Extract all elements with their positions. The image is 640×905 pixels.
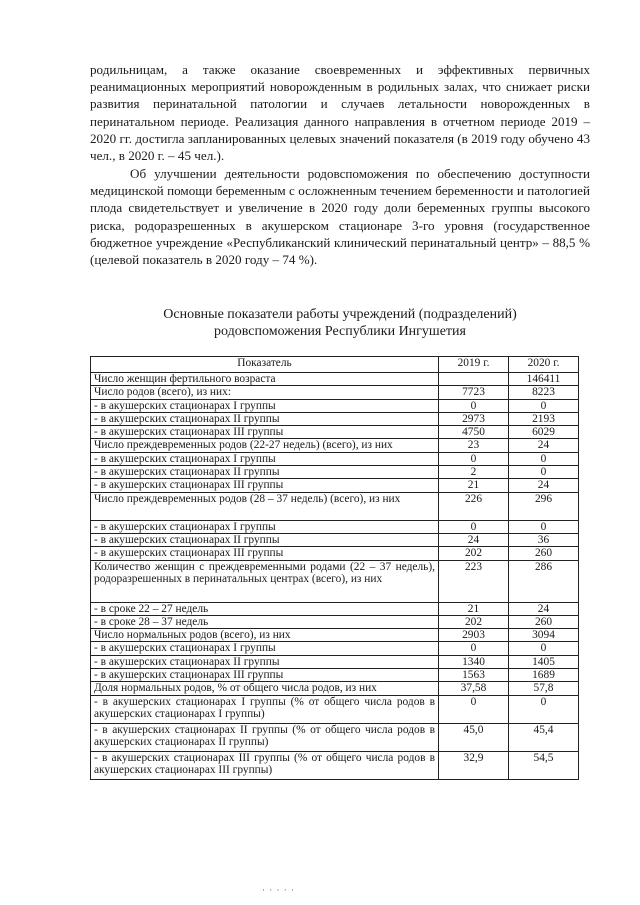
value-2020: 24	[509, 602, 579, 615]
table-row	[91, 751, 579, 779]
indicator-label: - в акушерских стационарах II группы	[91, 533, 439, 546]
value-2019: 21	[439, 602, 509, 615]
table-row	[91, 520, 579, 533]
indicator-label: - в акушерских стационарах I группы	[91, 399, 439, 412]
table-row	[91, 642, 579, 655]
value-2020: 0	[509, 642, 579, 655]
indicator-label: Число преждевременных родов (22-27 недель) (всего), из них	[91, 439, 439, 452]
table-row	[91, 412, 579, 425]
table-title-line-2: родовспоможения Республики Ингушетия	[214, 324, 466, 339]
scan-mark-decoration: · · · · ·	[262, 885, 295, 895]
indicator-label: - в акушерских стационарах III группы	[91, 669, 439, 682]
value-2019: 7723	[439, 386, 509, 399]
table-row	[91, 682, 579, 695]
value-2019: 2973	[439, 412, 509, 425]
header-year-2020: 2020 г.	[509, 357, 579, 373]
table-row	[91, 723, 579, 751]
table-body	[91, 373, 579, 780]
value-2020: 24	[509, 479, 579, 492]
value-2020: 260	[509, 547, 579, 560]
value-2020: 0	[509, 695, 579, 723]
indicator-label: - в акушерских стационарах III группы (% от общего числа родов в акушерских стационарах III группы)	[91, 751, 439, 779]
value-2019: 32,9	[439, 751, 509, 779]
value-2020: 45,4	[509, 723, 579, 751]
table-row	[91, 669, 579, 682]
indicator-label: Число женщин фертильного возраста	[91, 373, 439, 386]
table-row	[91, 386, 579, 399]
indicator-label: Доля нормальных родов, % от общего числа родов, из них	[91, 682, 439, 695]
indicator-label: - в акушерских стационарах II группы	[91, 655, 439, 668]
value-2019: 21	[439, 479, 509, 492]
value-2019: 202	[439, 547, 509, 560]
value-2019: 0	[439, 642, 509, 655]
table-title-line-1: Основные показатели работы учреждений (подразделений)	[163, 307, 517, 322]
value-2019	[439, 373, 509, 386]
value-2019: 0	[439, 520, 509, 533]
value-2019: 0	[439, 399, 509, 412]
indicator-label: - в акушерских стационарах II группы	[91, 466, 439, 479]
value-2020: 54,5	[509, 751, 579, 779]
table-header-row	[91, 357, 579, 373]
value-2020: 296	[509, 492, 579, 520]
value-2020: 3094	[509, 629, 579, 642]
header-year-2019: 2019 г.	[439, 357, 509, 373]
indicator-label: Количество женщин с преждевременными родами (22 – 37 недель), родоразрешенных в перинатальных центрах (всего), из них	[91, 560, 439, 602]
value-2020: 6029	[509, 426, 579, 439]
table-row	[91, 373, 579, 386]
table-row	[91, 426, 579, 439]
value-2020: 1689	[509, 669, 579, 682]
table-row	[91, 602, 579, 615]
indicator-label: - в акушерских стационарах I группы	[91, 452, 439, 465]
value-2019: 24	[439, 533, 509, 546]
table-row	[91, 547, 579, 560]
indicator-label: Число нормальных родов (всего), из них	[91, 629, 439, 642]
body-paragraph-2: Об улучшении деятельности родовспоможения по обеспечению доступности медицинской помощи беременным с осложненным течением беременности и патологией плода свидетельствует и увеличение в 2020 году доли беременных группы высокого риска, родоразрешенных в акушерском стационаре 3-го уровня (государственное бюджетное учреждение «Республиканский клинический перинатальный центр» – 88,5 % (целевой показатель в 2020 году – 74 %).	[90, 166, 590, 268]
table-row	[91, 695, 579, 723]
value-2019: 0	[439, 695, 509, 723]
table-row	[91, 533, 579, 546]
table-row	[91, 452, 579, 465]
value-2019: 37,58	[439, 682, 509, 695]
value-2020: 2193	[509, 412, 579, 425]
indicator-label: - в акушерских стационарах II группы (% от общего числа родов в акушерских стационарах II группы)	[91, 723, 439, 751]
value-2019: 2903	[439, 629, 509, 642]
indicator-label: - в акушерских стационарах III группы	[91, 426, 439, 439]
table-row	[91, 615, 579, 628]
value-2019: 202	[439, 615, 509, 628]
indicator-label: - в сроке 28 – 37 недель	[91, 615, 439, 628]
table-row	[91, 560, 579, 602]
body-paragraph-1: родильницам, а также оказание своевременных и эффективных первичных реанимационных мероприятий новорожденным в родильных залах, что снижает риски развития перинатальной патологии и случаев летальности новорожденных в перинатальном периоде. Реализация данного направления в отчетном периоде 2019 – 2020 гг. достигла запланированных целевых значений показателя (в 2019 году обучено 43 чел., в 2020 г. – 45 чел.).	[90, 62, 590, 164]
value-2020: 24	[509, 439, 579, 452]
value-2019: 4750	[439, 426, 509, 439]
value-2019: 226	[439, 492, 509, 520]
value-2020: 0	[509, 452, 579, 465]
value-2019: 45,0	[439, 723, 509, 751]
indicator-label: Число преждевременных родов (28 – 37 недель) (всего), из них	[91, 492, 439, 520]
table-row	[91, 479, 579, 492]
value-2020: 0	[509, 399, 579, 412]
value-2020: 36	[509, 533, 579, 546]
value-2020: 57,8	[509, 682, 579, 695]
indicator-label: - в сроке 22 – 27 недель	[91, 602, 439, 615]
indicators-table	[90, 356, 579, 780]
table-row	[91, 439, 579, 452]
indicator-label: - в акушерских стационарах II группы	[91, 412, 439, 425]
value-2019: 2	[439, 466, 509, 479]
value-2019: 1340	[439, 655, 509, 668]
value-2020: 260	[509, 615, 579, 628]
indicator-label: - в акушерских стационарах I группы	[91, 642, 439, 655]
table-row	[91, 655, 579, 668]
table-row	[91, 466, 579, 479]
header-indicator: Показатель	[91, 357, 439, 373]
table-row	[91, 629, 579, 642]
table-row	[91, 399, 579, 412]
indicator-label: - в акушерских стационарах I группы (% от общего числа родов в акушерских стационарах I группы)	[91, 695, 439, 723]
indicator-label: - в акушерских стационарах III группы	[91, 547, 439, 560]
value-2020: 286	[509, 560, 579, 602]
value-2020: 146411	[509, 373, 579, 386]
indicator-label: - в акушерских стационарах I группы	[91, 520, 439, 533]
indicator-label: - в акушерских стационарах III группы	[91, 479, 439, 492]
value-2019: 23	[439, 439, 509, 452]
value-2020: 1405	[509, 655, 579, 668]
indicator-label: Число родов (всего), из них:	[91, 386, 439, 399]
value-2019: 1563	[439, 669, 509, 682]
value-2020: 0	[509, 520, 579, 533]
value-2020: 8223	[509, 386, 579, 399]
value-2020: 0	[509, 466, 579, 479]
value-2019: 0	[439, 452, 509, 465]
table-row	[91, 492, 579, 520]
value-2019: 223	[439, 560, 509, 602]
